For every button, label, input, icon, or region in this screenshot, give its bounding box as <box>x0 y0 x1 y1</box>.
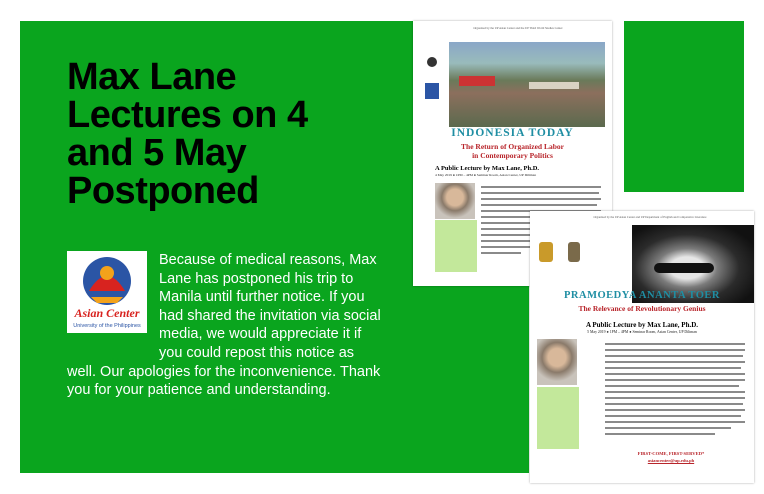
text-line <box>481 198 601 200</box>
poster1-date: 4 May 2019 ● 1PM – 4PM ● Seminar Room, Asian Center, UP Diliman <box>435 173 537 177</box>
text-line <box>605 409 745 411</box>
poster-pramoedya-ananta-toer <box>530 211 754 483</box>
logo-subtitle-text: University of the Philippines <box>73 323 141 329</box>
third-world-studies-logo <box>427 57 437 67</box>
logo-name-text: Asian Center <box>74 306 140 320</box>
text-line <box>605 427 731 429</box>
photo-banner-white <box>529 82 579 89</box>
poster1-asian-center-logo <box>425 83 439 99</box>
poster2-lecturer-photo <box>537 339 577 385</box>
poster1-bio-box <box>435 220 477 272</box>
poster2-first-come-first-served: FIRST-COME, FIRST-SERVED* <box>637 451 705 456</box>
text-line <box>605 355 743 357</box>
photo-banner-red <box>459 76 495 86</box>
text-line <box>605 379 745 381</box>
text-line <box>605 373 745 375</box>
text-line <box>605 343 745 345</box>
poster1-subtitle-line1: The Return of Organized Labor <box>461 142 564 151</box>
poster1-title: INDONESIA TODAY <box>451 127 574 139</box>
poster1-subtitle <box>413 142 612 160</box>
poster1-subtitle-line2: in Contemporary Politics <box>472 151 553 160</box>
text-line <box>605 391 745 393</box>
poster2-bio-box <box>537 387 579 449</box>
article-body-text: Because of medical reasons, Max Lane has postponed his trip to Manila until further notice. If you had shared the invitation via social media, we would appreciate it if you could repost this notice as well. Our apologies for the inconvenience. Thank you for your patience and understanding. <box>67 252 381 399</box>
poster1-lecture: A Public Lecture by Max Lane, Ph.D. <box>435 165 540 172</box>
text-line <box>481 192 599 194</box>
green-accent-block <box>624 21 744 192</box>
department-seal-icon <box>568 242 580 262</box>
poster1-organizer: Organized by the UP Asian Center and the UP Third World Studies Center <box>473 26 563 30</box>
text-line <box>605 433 715 435</box>
text-line <box>605 349 745 351</box>
poster2-date: 5 May 2019 ● 1PM – 4PM ● Seminar Room, Asian Center, UP Diliman <box>587 330 697 334</box>
text-line <box>605 421 745 423</box>
poster2-subtitle: The Relevance of Revolutionary Genius <box>578 304 706 313</box>
text-line <box>481 252 521 254</box>
text-line <box>605 397 745 399</box>
poster2-lecture: A Public Lecture by Max Lane, Ph.D. <box>585 321 699 329</box>
asian-center-logo-icon <box>67 251 147 333</box>
text-line <box>605 403 743 405</box>
text-line <box>605 367 741 369</box>
text-line <box>605 361 745 363</box>
protest-photo <box>449 42 605 127</box>
headline: Max Lane Lectures on 4 and 5 May Postponed <box>67 56 308 212</box>
text-line <box>481 186 601 188</box>
up-seal-icon <box>539 242 553 262</box>
portrait-glasses <box>654 263 714 273</box>
poster2-email-link[interactable]: asiancenter@up.edu.ph <box>647 458 695 463</box>
text-line <box>481 204 597 206</box>
poster1-portrait-photo <box>435 183 475 219</box>
asian-center-logo <box>67 251 147 333</box>
text-line <box>605 415 741 417</box>
poster2-title: PRAMOEDYA ANANTA TOER <box>564 290 720 301</box>
poster2-organizer: Organized by the UP Asian Center and UP Department of English and Comparative Literature <box>593 215 707 219</box>
text-line <box>605 385 739 387</box>
